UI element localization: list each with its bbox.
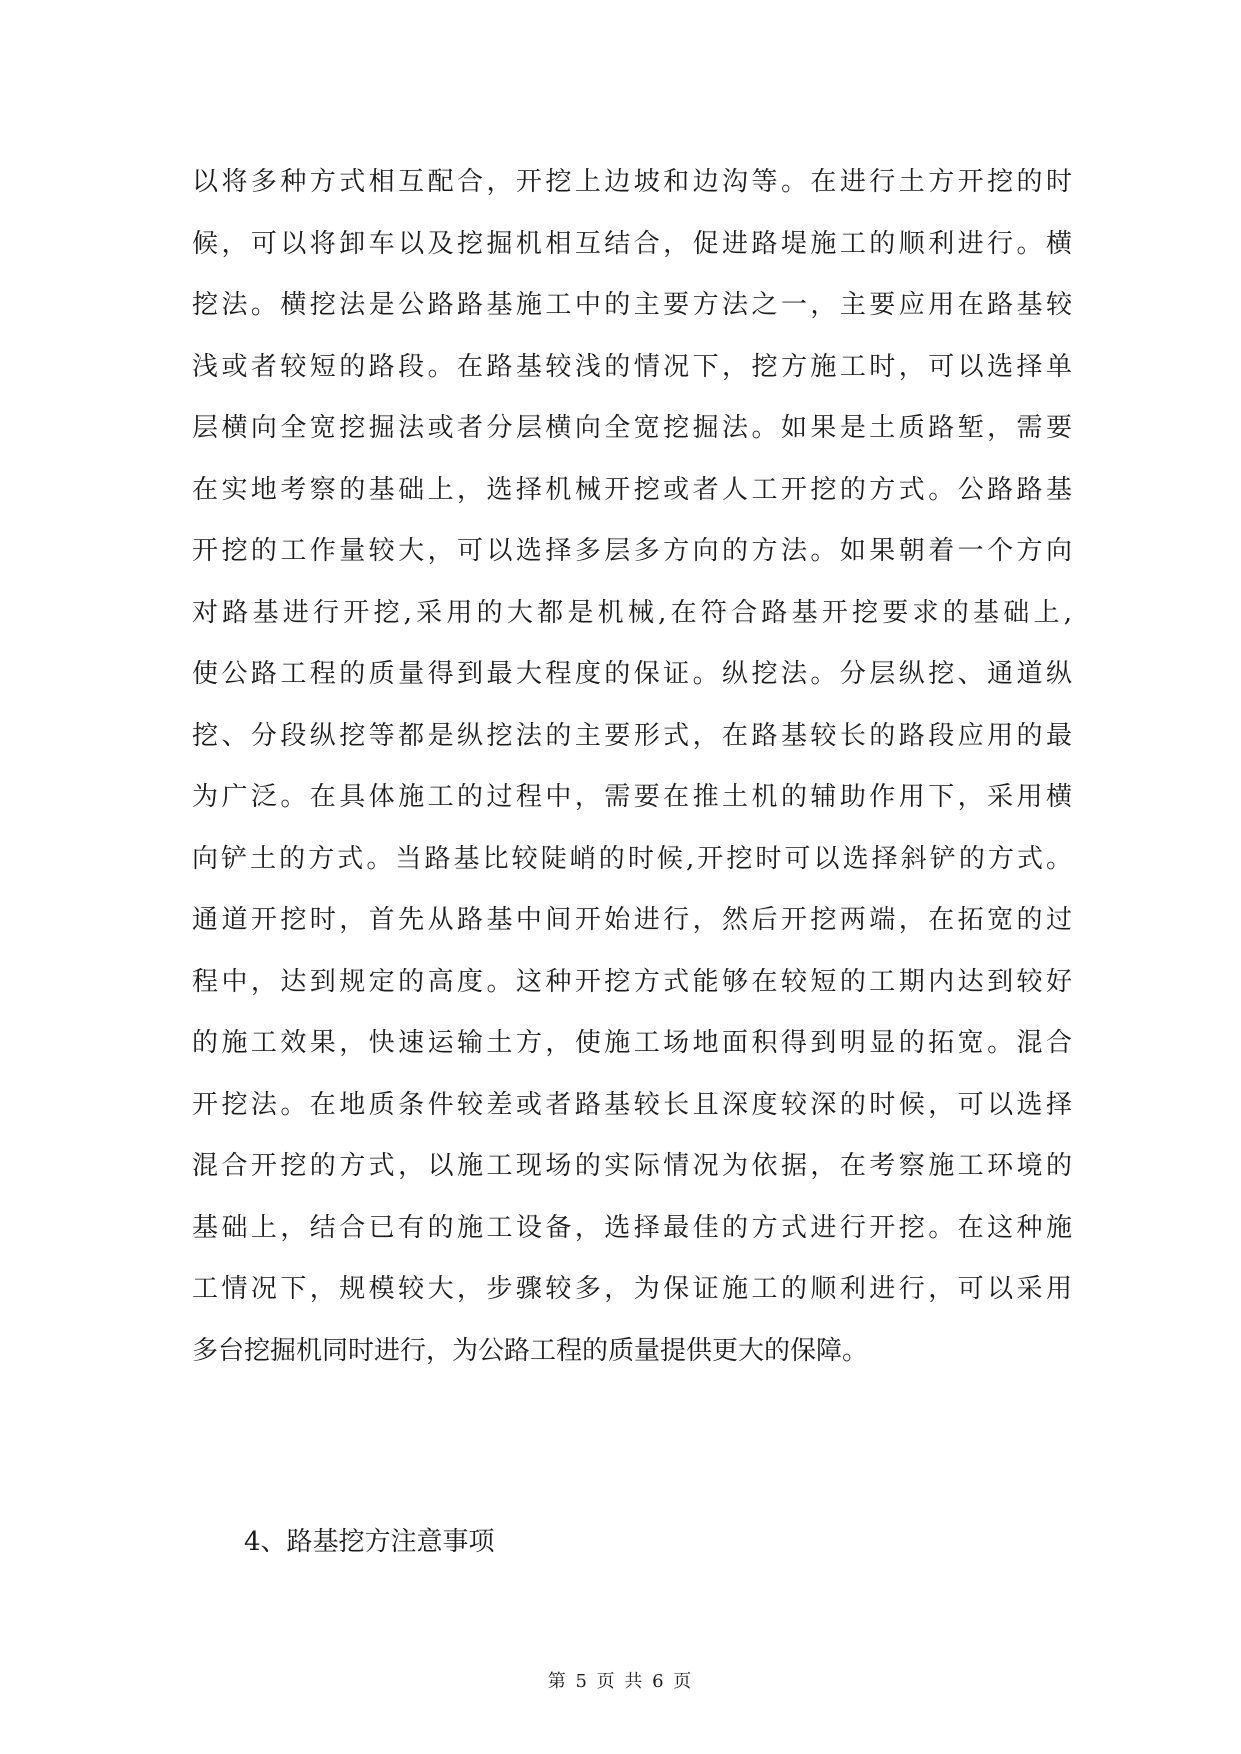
body-line: 基础上，结合已有的施工设备，选择最佳的方式进行开挖。在这种施 [192, 1212, 1072, 1243]
body-line: 以将多种方式相互配合，开挖上边坡和边沟等。在进行土方开挖的时 [192, 167, 1072, 197]
body-line: 候，可以将卸车以及挖掘机相互结合，促进路堤施工的顺利进行。横 [192, 228, 1072, 259]
body-line: 挖、分段纵挖等都是纵挖法的主要形式，在路基较长的路段应用的最 [192, 720, 1072, 751]
body-line: 浅或者较短的路段。在路基较浅的情况下，挖方施工时，可以选择单 [192, 351, 1072, 382]
body-line: 程中，达到规定的高度。这种开挖方式能够在较短的工期内达到较好 [192, 966, 1072, 997]
body-line: 为广泛。在具体施工的过程中，需要在推土机的辅助作用下，采用横 [192, 782, 1072, 812]
body-text [192, 152, 1072, 1382]
body-line-last: 多台挖掘机同时进行，为公路工程的质量提供更大的保障。 [192, 1335, 869, 1366]
body-line: 混合开挖的方式，以施工现场的实际情况为依据，在考察施工环境的 [192, 1151, 1072, 1181]
body-line: 开挖法。在地质条件较差或者路基较长且深度较深的时候，可以选择 [192, 1089, 1072, 1120]
body-line: 向铲土的方式。当路基比较陡峭的时候,开挖时可以选择斜铲的方式。 [192, 843, 1072, 874]
body-line: 使公路工程的质量得到最大程度的保证。纵挖法。分层纵挖、通道纵 [192, 659, 1072, 689]
body-line: 的施工效果，快速运输土方，使施工场地面积得到明显的拓宽。混合 [192, 1028, 1072, 1058]
page-footer: 第 5 页 共 6 页 [547, 1671, 694, 1692]
section-heading: 4、路基挖方注意事项 [244, 1527, 495, 1557]
body-line: 工情况下，规模较大，步骤较多，为保证施工的顺利进行，可以采用 [192, 1274, 1072, 1304]
body-line: 挖法。横挖法是公路路基施工中的主要方法之一，主要应用在路基较 [192, 290, 1072, 320]
body-line: 对路基进行开挖,采用的大都是机械,在符合路基开挖要求的基础上, [192, 597, 1072, 628]
body-line: 开挖的工作量较大，可以选择多层多方向的方法。如果朝着一个方向 [192, 536, 1072, 566]
body-line: 层横向全宽挖掘法或者分层横向全宽挖掘法。如果是土质路堑，需要 [192, 413, 1072, 443]
body-line: 通道开挖时，首先从路基中间开始进行，然后开挖两端，在拓宽的过 [192, 905, 1072, 935]
body-line: 在实地考察的基础上，选择机械开挖或者人工开挖的方式。公路路基 [192, 474, 1072, 505]
